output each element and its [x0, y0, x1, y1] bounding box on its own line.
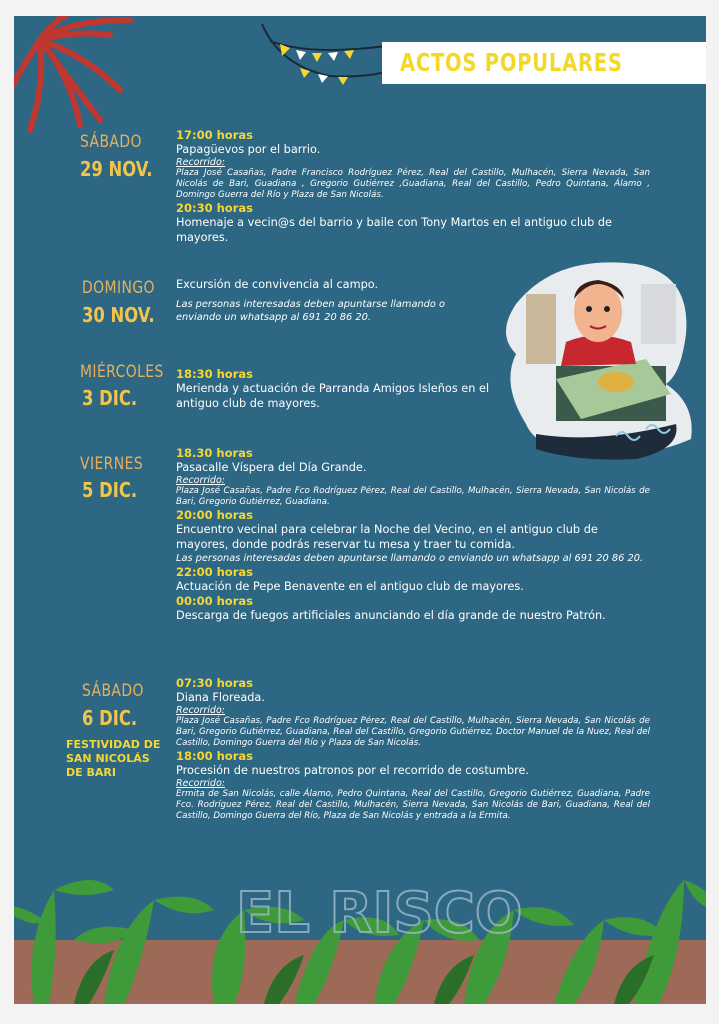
- event-date: 6 DIC.: [82, 706, 138, 730]
- bunting-icon: [260, 16, 390, 96]
- event-block-6-dic: [176, 676, 650, 822]
- event-block-5-dic: [176, 446, 650, 623]
- route-label: Recorrido:: [176, 157, 225, 168]
- event-time: 20:30 horas: [176, 201, 253, 215]
- route-text: Ermita de San Nicolás, calle Álamo, Pedro Quintana, Real del Castillo, Gregorio Gutiérrez, Guadiana, Padre Fco. Rodríguez Pérez, Real del Castillo, Mulhacén, Sierra Nevada, San Nicolás de Bari, Guadiana, Real del Castillo, Domingo Guerra del Río, Plaza de San Nicolás y entrada a la Ermita.: [176, 789, 650, 821]
- route-label: Recorrido:: [176, 705, 225, 716]
- event-block-30-nov: [176, 277, 486, 324]
- firework-icon: [14, 16, 150, 150]
- event-block-29-nov: [176, 128, 650, 245]
- event-title: Actuación de Pepe Benavente en el antiguo club de mayores.: [176, 580, 524, 593]
- route-label: Recorrido:: [176, 475, 225, 486]
- festividad-line: FESTIVIDAD DE: [66, 738, 161, 751]
- event-title: Descarga de fuegos artificiales anunciando el día grande de nuestro Patrón.: [176, 609, 606, 622]
- event-day: SÁBADO: [80, 132, 142, 152]
- event-time: 18.30 horas: [176, 446, 253, 460]
- route-text: Plaza José Casañas, Padre Francisco Rodríguez Pérez, Real del Castillo, Mulhacén, Sierra Nevada, San Nicolás de Bari, Guadiana , Gregorio Gutiérrez ,Guadiana, Real del Castillo, Pedro Quintana, Álamo , Domingo Guerra del Río y Plaza de San Nicolás.: [176, 168, 650, 200]
- event-date: 30 NOV.: [82, 303, 155, 327]
- event-title: Merienda y actuación de Parranda Amigos Isleños en el antiguo club de mayores.: [176, 382, 490, 410]
- event-day: VIERNES: [80, 454, 144, 474]
- event-time: 20:00 horas: [176, 508, 253, 522]
- festividad-line: DE BARI: [66, 766, 116, 779]
- route-text: Plaza José Casañas, Padre Fco Rodríguez Pérez, Real del Castillo, Mulhacén, Sierra Nevada, San Nicolás de Bari, Gregorio Gutiérrez, Guadiana.: [176, 486, 650, 507]
- header-band: [382, 42, 706, 84]
- papaguevo-photo: [496, 254, 696, 464]
- event-note: Las personas interesadas deben apuntarse llamando o enviando un whatsapp al 691 20 86 20.: [176, 299, 445, 323]
- event-title: Pasacalle Víspera del Día Grande.: [176, 461, 367, 474]
- event-time: 18:30 horas: [176, 367, 253, 381]
- event-date: 5 DIC.: [82, 478, 138, 502]
- event-title: Homenaje a vecin@s del barrio y baile con Tony Martos en el antiguo club de mayores.: [176, 216, 613, 244]
- route-label: Recorrido:: [176, 778, 225, 789]
- event-time: 07:30 horas: [176, 676, 253, 690]
- footer-logo: EL RISCO: [236, 881, 523, 946]
- poster: [14, 16, 706, 1004]
- event-note: Las personas interesadas deben apuntarse llamando o enviando un whatsapp al 691 20 86 20.: [176, 553, 644, 564]
- event-date: 29 NOV.: [80, 157, 153, 181]
- festividad-label: [66, 738, 186, 780]
- event-title: Excursión de convivencia al campo.: [176, 278, 379, 291]
- event-day: DOMINGO: [82, 278, 155, 298]
- event-time: 22:00 horas: [176, 565, 253, 579]
- event-time: 00:00 horas: [176, 594, 253, 608]
- event-time: 17:00 horas: [176, 128, 253, 142]
- plants-footer: [14, 860, 706, 1004]
- event-title: Papagüevos por el barrio.: [176, 143, 321, 156]
- page-title: ACTOS POPULARES: [400, 48, 623, 77]
- event-day: MIÉRCOLES: [80, 362, 164, 382]
- route-text: Plaza José Casañas, Padre Fco Rodríguez Pérez, Real del Castillo, Mulhacén, Sierra Nevada, San Nicolás de Bari, Gregorio Gutiérrez, Guadiana, Real del Castillo, Gregorio Gutiérrez, Doctor Manuel de la Nuez, Real del Castillo, Domingo Guerra del Río y Plaza de San Nicolás.: [176, 716, 650, 748]
- event-time: 18:00 horas: [176, 749, 253, 763]
- event-title: Encuentro vecinal para celebrar la Noche del Vecino, en el antiguo club de mayores, donde podrás reservar tu mesa y traer tu comida.: [176, 523, 598, 551]
- event-date: 3 DIC.: [82, 386, 138, 410]
- event-title: Procesión de nuestros patronos por el recorrido de costumbre.: [176, 764, 530, 777]
- festividad-line: SAN NICOLÁS: [66, 752, 150, 765]
- event-day: SÁBADO: [82, 681, 144, 701]
- event-block-3-dic: [176, 367, 516, 411]
- event-title: Diana Floreada.: [176, 691, 265, 704]
